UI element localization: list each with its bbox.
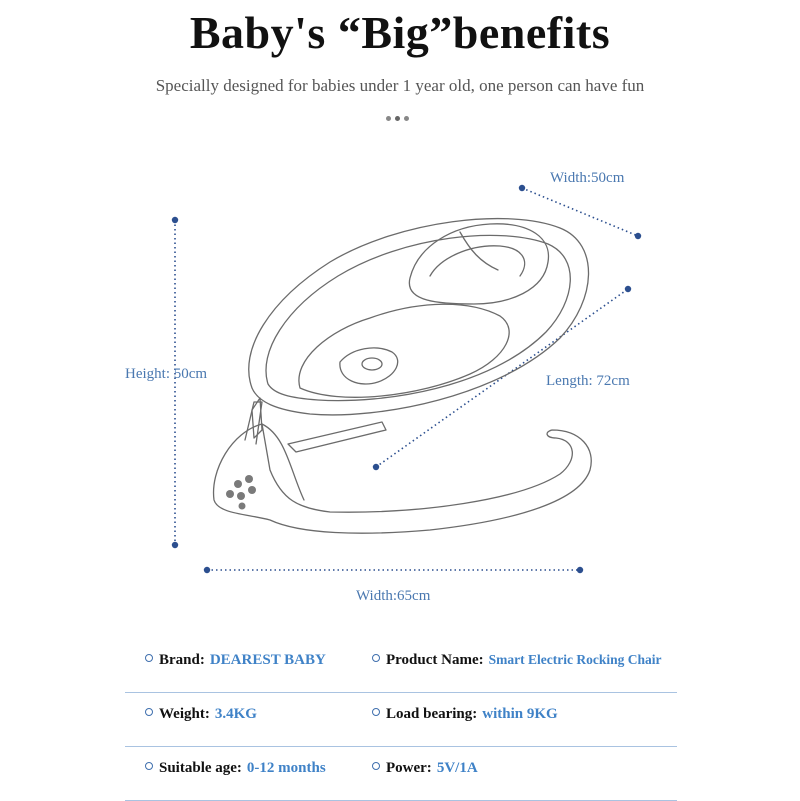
spec-value: 0-12 months	[246, 760, 326, 776]
headrest-detail	[430, 246, 525, 276]
bullet-icon	[145, 708, 153, 716]
spec-label: Load bearing:	[386, 706, 478, 722]
top-width-label: Width:50cm	[550, 170, 625, 186]
spec-weight	[145, 706, 257, 723]
buckle-center	[362, 358, 382, 370]
bullet-icon	[145, 654, 153, 662]
bullet-icon	[372, 762, 380, 770]
spec-brand	[145, 652, 326, 669]
length-label: Length: 72cm	[546, 373, 630, 389]
chair-illustration	[214, 219, 592, 534]
spec-value: DEAREST BABY	[209, 652, 326, 668]
spec-label: Weight:	[159, 706, 210, 722]
spec-label: Power:	[386, 760, 432, 776]
bullet-icon	[145, 762, 153, 770]
spec-suitable-age	[145, 760, 326, 777]
spec-label: Brand:	[159, 652, 205, 668]
page-title: Baby's “Big”benefits	[189, 7, 611, 58]
height-label: Height: 50cm	[125, 366, 208, 382]
spec-label: Suitable age:	[159, 760, 242, 776]
harness-buckle	[340, 348, 398, 384]
bottom-width-label: Width:65cm	[356, 588, 431, 604]
rear-support	[288, 422, 386, 452]
spec-row	[125, 760, 677, 801]
bullet-icon	[372, 654, 380, 662]
spec-row	[125, 706, 677, 747]
top-width-line	[522, 188, 638, 236]
spec-product-name	[372, 652, 661, 669]
control-panel-buttons	[226, 475, 256, 510]
spec-row	[125, 652, 677, 693]
spec-value: 5V/1A	[436, 760, 478, 776]
seat-pad	[299, 304, 509, 397]
spec-label: Product Name:	[386, 652, 484, 668]
bullet-icon	[372, 708, 380, 716]
spec-value: 3.4KG	[214, 706, 257, 722]
page-subtitle: Specially designed for babies under 1 year old, one person can have fun	[155, 76, 645, 95]
spec-value: within 9KG	[482, 706, 558, 722]
spec-load-bearing	[372, 706, 558, 723]
spec-value: Smart Electric Rocking Chair	[488, 652, 662, 667]
spec-power	[372, 760, 478, 777]
rocker-base	[214, 424, 592, 533]
